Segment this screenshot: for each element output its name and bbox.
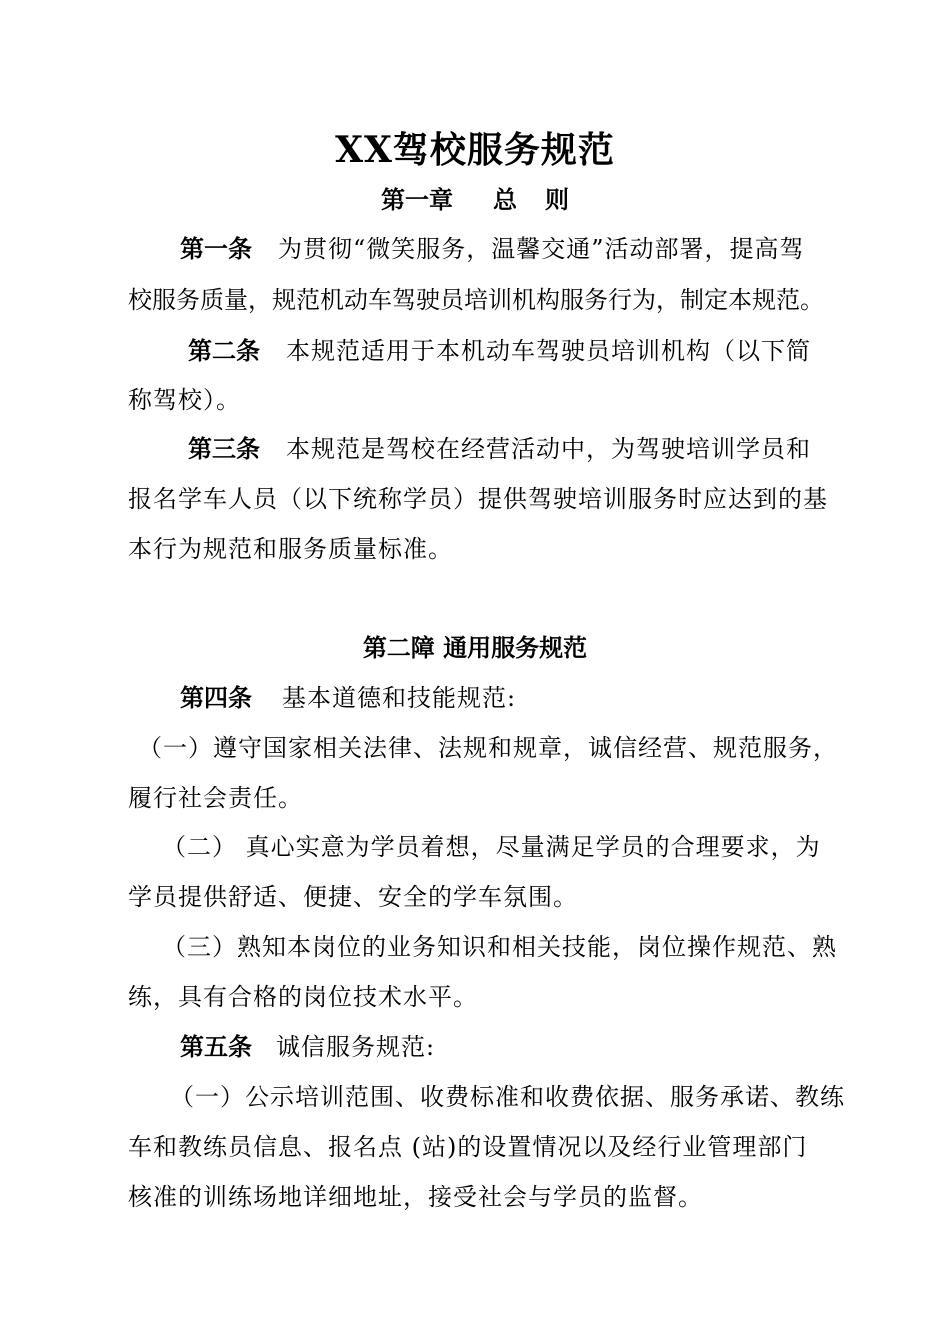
chapter-1-title-part-2: 则 — [545, 185, 569, 214]
article-4-item-2-line-1: （二） 真心实意为学员着想，尽量满足学员的合理要求，为 — [162, 833, 821, 861]
article-4-label: 第四条 — [180, 683, 252, 712]
document-title: XX驾校服务规范 — [335, 129, 615, 171]
article-5-text: 诚信服务规范: — [276, 1033, 436, 1061]
article-5-line — [180, 1030, 435, 1064]
article-4-text: 基本道德和技能规范: — [282, 684, 517, 712]
article-4-item-1-line-1: （一）遵守国家相关法律、法规和规章，诚信经营、规范服务， — [138, 734, 838, 762]
article-1-line-2: 校服务质量，规范机动车驾驶员培训机构服务行为，制定本规范。 — [128, 286, 824, 314]
article-2-label: 第二条 — [188, 336, 260, 365]
article-3-text-1: 本规范是驾校在经营活动中，为驾驶培训学员和 — [286, 435, 811, 463]
article-4-item-3-line-2: 练，具有合格的岗位技术水平。 — [128, 983, 478, 1011]
chapter-1-heading — [0, 183, 950, 217]
article-4-line — [180, 681, 516, 715]
article-5-item-1-line-3: 核准的训练场地详细地址，接受社会与学员的监督。 — [128, 1183, 703, 1211]
article-5-label: 第五条 — [180, 1032, 252, 1061]
article-1-line-1 — [180, 232, 805, 266]
article-3-label: 第三条 — [188, 434, 260, 463]
article-2-text-1: 本规范适用于本机动车驾驶员培训机构（以下简 — [286, 337, 811, 365]
article-5-item-1-line-1: （一）公示培训范围、收费标准和收费依据、服务承诺、教练 — [170, 1083, 845, 1111]
article-1-label: 第一条 — [180, 234, 252, 263]
article-2-line-2: 称驾校）。 — [128, 386, 241, 414]
article-1-text-1: 为贯彻“微笑服务，温馨交通”活动部署，提高驾 — [278, 235, 805, 263]
article-4-item-1-line-2: 履行社会责任。 — [128, 784, 303, 812]
chapter-1-title-part-1: 总 — [493, 185, 517, 214]
article-3-line-2: 报名学车人员（以下统称学员）提供驾驶培训服务时应达到的基 — [128, 485, 828, 513]
article-5-item-1-line-2: 车和教练员信息、报名点 (站)的设置情况以及经行业管理部门 — [128, 1133, 808, 1161]
chapter-2-heading: 第二障 通用服务规范 — [362, 633, 588, 662]
article-4-item-2-line-2: 学员提供舒适、便捷、安全的学车氛围。 — [128, 883, 578, 911]
article-2-line-1 — [188, 334, 811, 368]
article-3-line-1 — [188, 432, 811, 466]
article-4-item-3-line-1: （三）熟知本岗位的业务知识和相关技能，岗位操作规范、熟 — [162, 933, 837, 961]
article-3-line-3: 本行为规范和服务质量标准。 — [128, 535, 453, 563]
chapter-1-number: 第一章 — [381, 185, 453, 214]
